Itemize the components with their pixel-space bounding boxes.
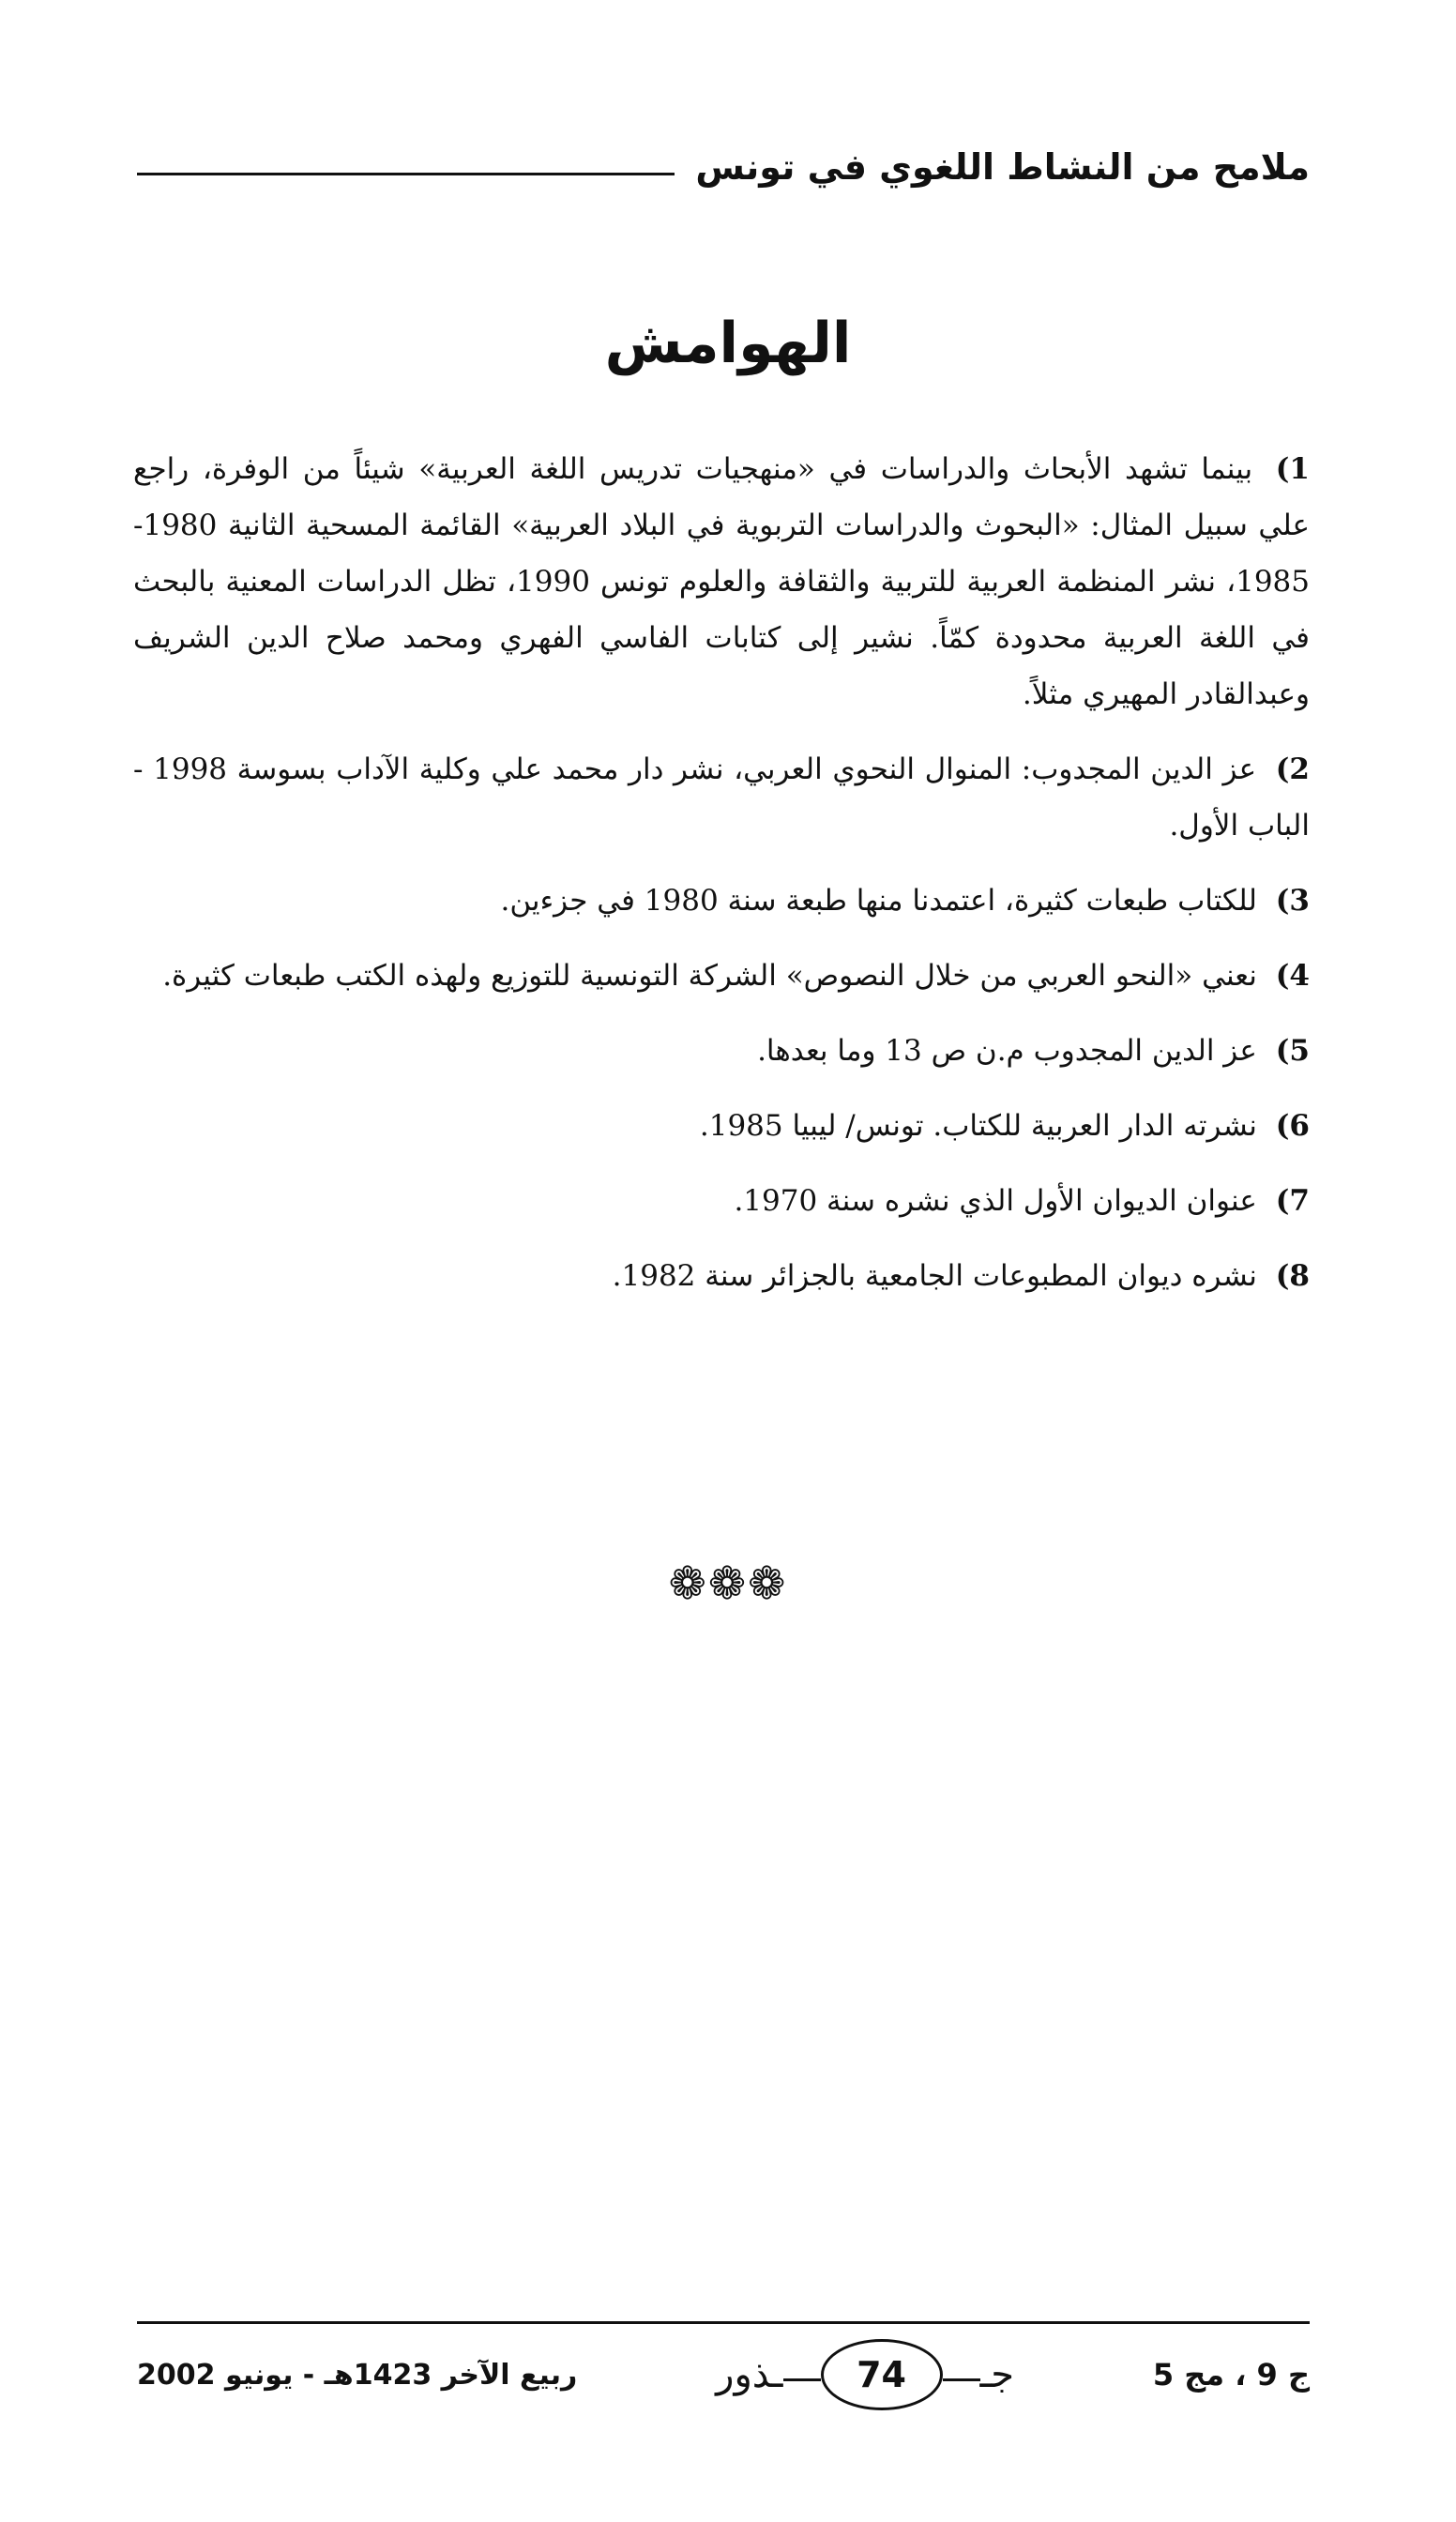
running-header-title: ملامح من النشاط اللغوي في تونس	[695, 146, 1310, 188]
note-number: 1)	[1275, 452, 1310, 486]
flower-ornament	[0, 1557, 1456, 1610]
note-number: 7)	[1275, 1184, 1310, 1218]
section-heading: الهوامش	[604, 311, 852, 377]
page-number: 74	[821, 2339, 943, 2410]
journal-name-part: ـذور	[716, 2353, 783, 2396]
flower-ornament-icon: ❁	[707, 1557, 749, 1610]
journal-stroke	[943, 2378, 980, 2381]
note-text: عز الدين المجدوب م.ن ص 13 وما بعدها.	[757, 1034, 1257, 1068]
journal-stroke	[783, 2378, 821, 2381]
note-number: 5)	[1275, 1034, 1310, 1068]
journal-masthead	[716, 2339, 1014, 2410]
note-item	[133, 741, 1310, 854]
note-number: 6)	[1275, 1109, 1310, 1143]
note-item	[133, 1248, 1310, 1304]
note-text: نشره ديوان المطبوعات الجامعية بالجزائر سنة 1982.	[612, 1259, 1257, 1293]
footer-date: ربيع الآخر 1423هـ - يونيو 2002	[137, 2358, 578, 2392]
notes-list	[133, 441, 1310, 1323]
note-text: نشرته الدار العربية للكتاب. تونس/ ليبيا 1985.	[699, 1109, 1257, 1143]
flower-ornament-icon: ❁	[748, 1557, 788, 1610]
flower-ornament-icon: ❁	[668, 1557, 708, 1610]
note-number: 8)	[1275, 1259, 1310, 1293]
running-header	[137, 141, 1310, 193]
note-item	[133, 948, 1310, 1004]
running-header-rule	[137, 173, 675, 175]
note-item	[133, 441, 1310, 722]
note-number: 2)	[1275, 752, 1310, 786]
note-text: للكتاب طبعات كثيرة، اعتمدنا منها طبعة سنة 1980 في جزءين.	[500, 884, 1257, 918]
note-item	[133, 1023, 1310, 1079]
note-item	[133, 1098, 1310, 1154]
note-text: عز الدين المجدوب: المنوال النحوي العربي، نشر دار محمد علي وكلية الآداب بسوسة 1998 - الباب الأول.	[133, 752, 1310, 843]
note-number: 3)	[1275, 884, 1310, 918]
note-number: 4)	[1275, 959, 1310, 993]
note-item	[133, 873, 1310, 929]
journal-name-part: جـ	[979, 2353, 1014, 2396]
footer-volume: ج 9 ، مج 5	[1152, 2357, 1310, 2393]
note-text: بينما تشهد الأبحاث والدراسات في «منهجيات تدريس اللغة العربية» شيئاً من الوفرة، راجع علي سبيل المثال: «البحوث والدراسات التربوية في البلاد العربية» القائمة المسحية الثانية 1980-1985، نشر المنظمة العربية للتربية والثقافة والعلوم تونس 1990، تظل الدراسات المعنية بالبحث في اللغة العربية محدودة كمّاً. نشير إلى كتابات الفاسي الفهري ومحمد صلاح الدين الشريف وعبدالقادر المهيري مثلاً.	[133, 452, 1310, 711]
page-footer	[137, 2332, 1310, 2417]
note-text: نعني «النحو العربي من خلال النصوص» الشركة التونسية للتوزيع ولهذه الكتب طبعات كثيرة.	[162, 959, 1257, 993]
footer-rule	[137, 2321, 1310, 2324]
note-text: عنوان الديوان الأول الذي نشره سنة 1970.	[734, 1184, 1257, 1218]
note-item	[133, 1173, 1310, 1229]
